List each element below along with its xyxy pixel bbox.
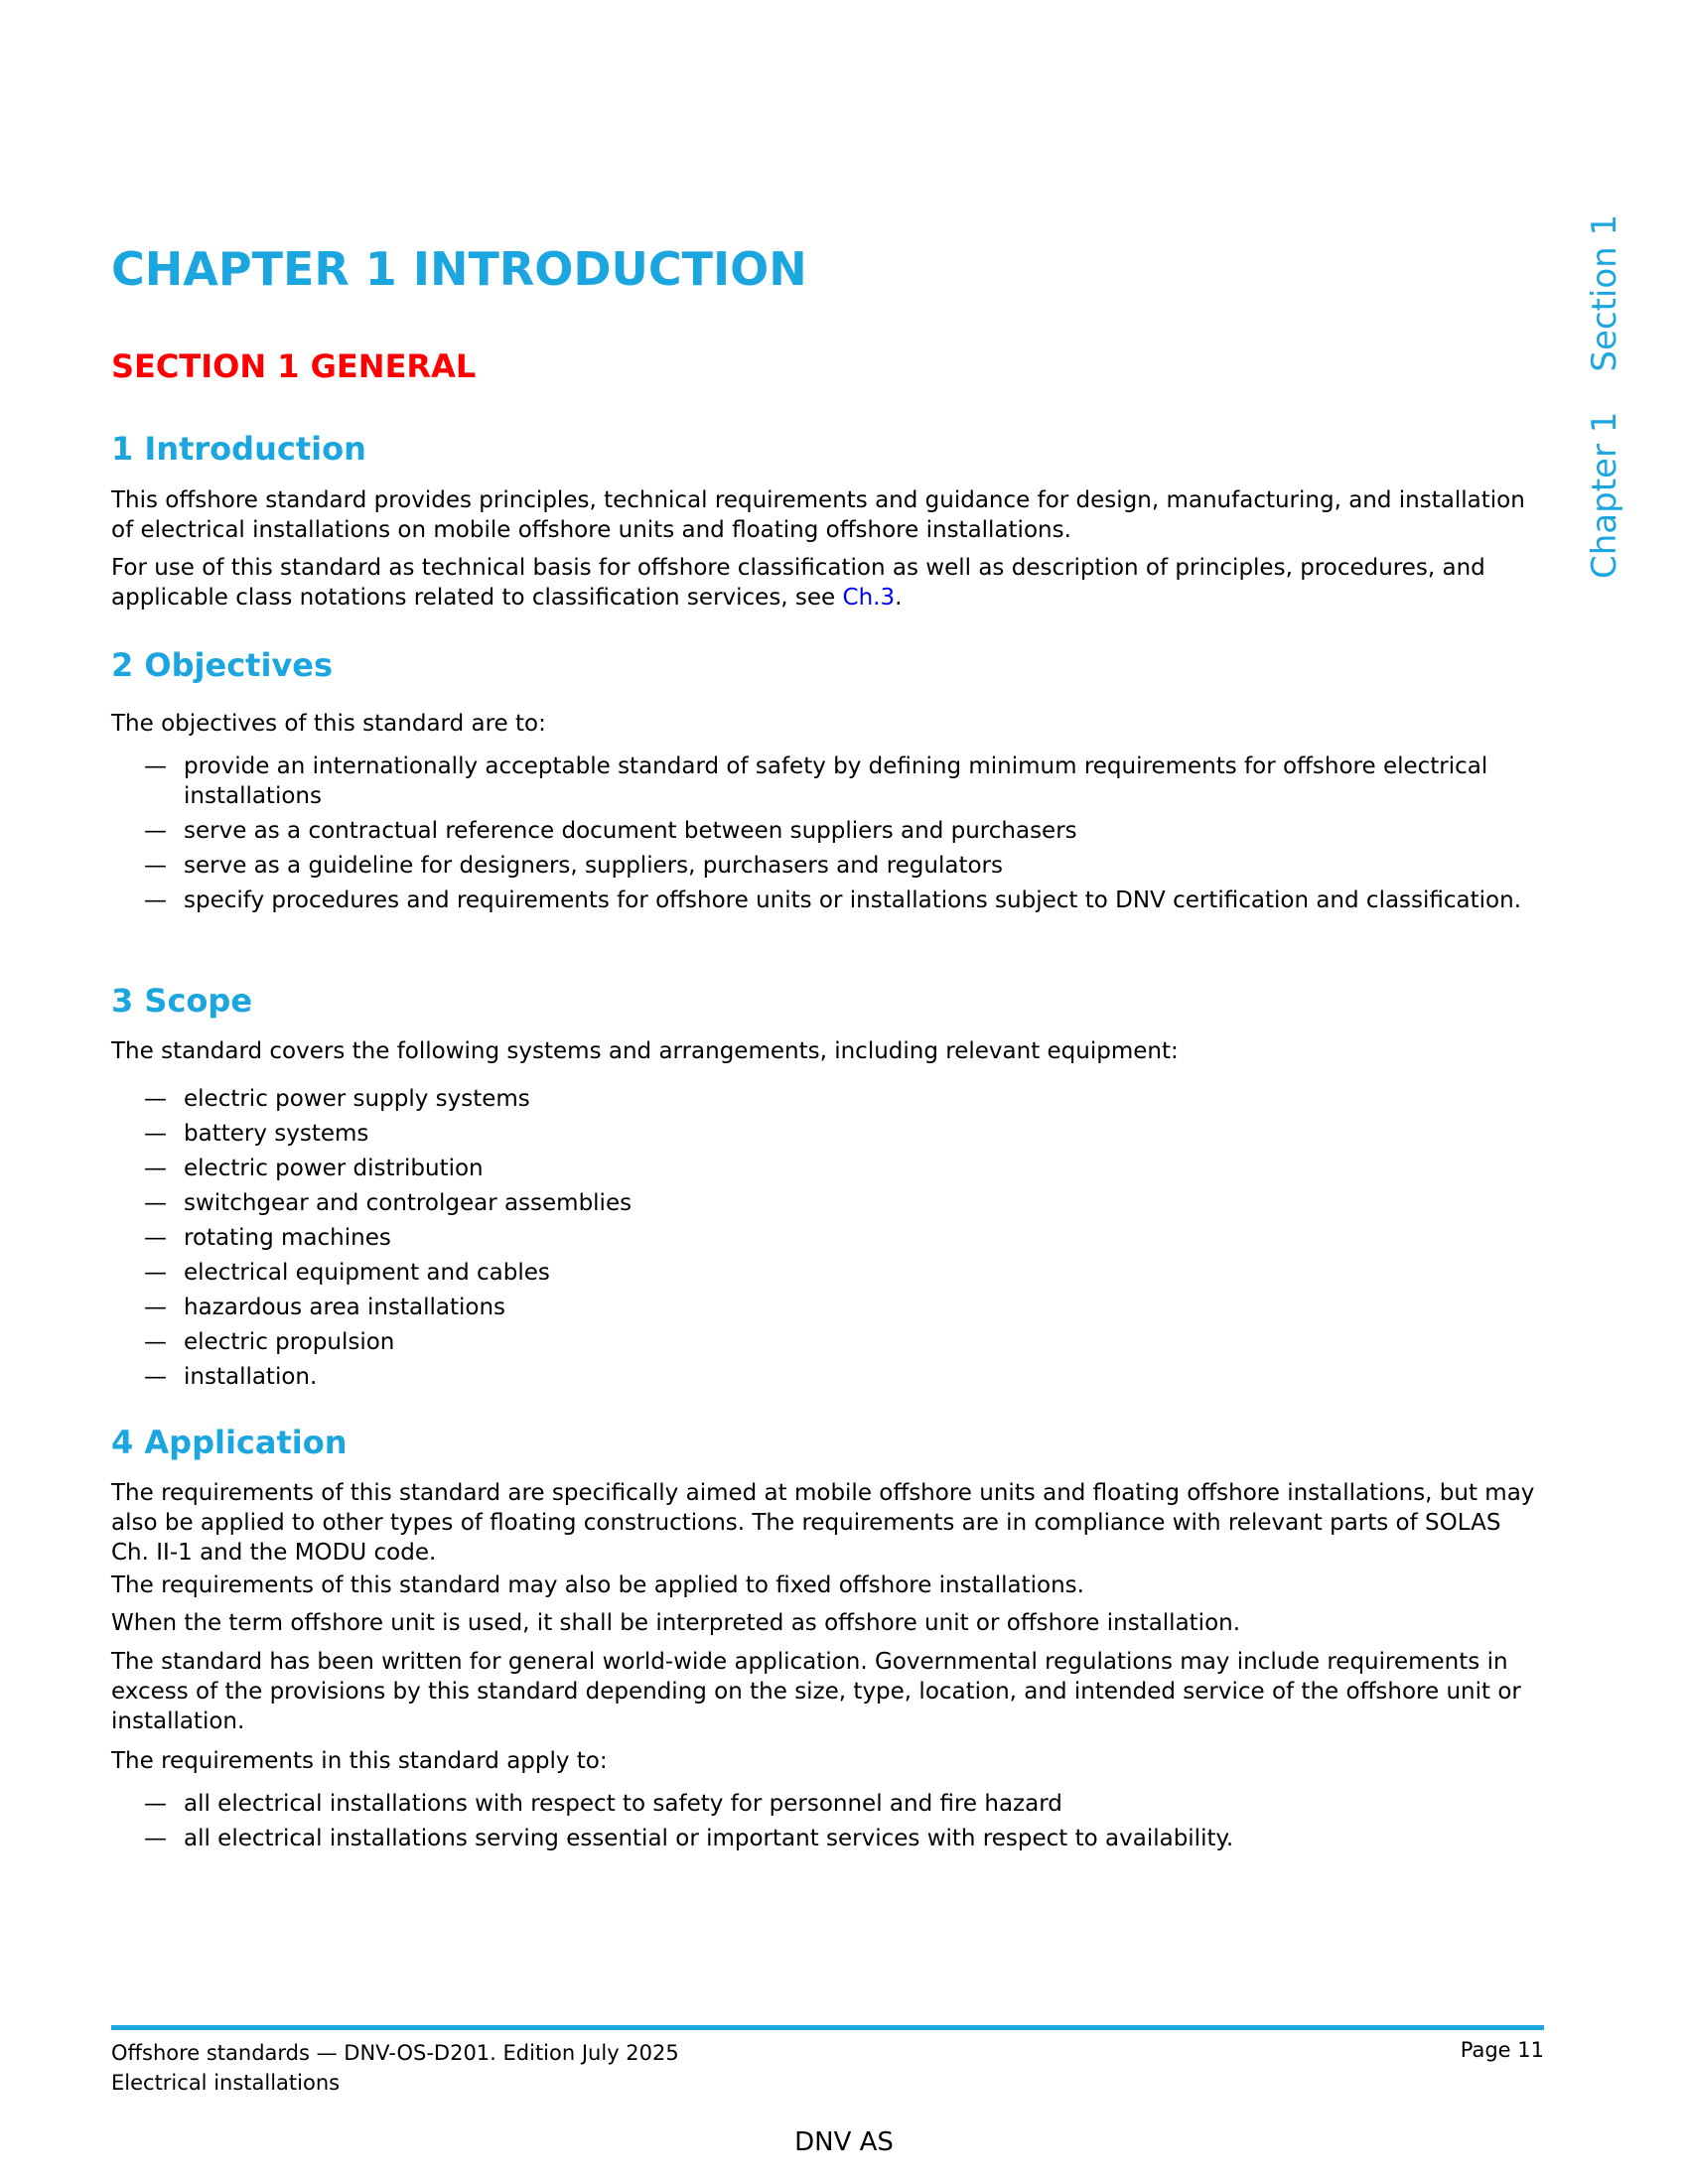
publisher-label: DNV AS bbox=[794, 2127, 894, 2157]
list-dash: — bbox=[144, 1190, 167, 1216]
list-item bbox=[111, 1258, 1544, 1288]
list-item-text: rotating machines bbox=[184, 1225, 391, 1251]
list-item bbox=[111, 886, 1544, 915]
page-number: Page 11 bbox=[1460, 2038, 1544, 2062]
list-item-text: electrical equipment and cables bbox=[184, 1260, 550, 1286]
paragraph: This offshore standard provides principles, technical requirements and guidance for design, manufacturing, and installation of electrical installations on mobile offshore units and floating offshore installations. bbox=[111, 487, 1525, 543]
list-item-text: hazardous area installations bbox=[184, 1295, 506, 1320]
list-item bbox=[111, 816, 1544, 846]
list-item bbox=[111, 851, 1544, 881]
list-item bbox=[111, 1327, 1544, 1357]
footer-line2: Electrical installations bbox=[111, 2071, 341, 2095]
list-dash: — bbox=[144, 1295, 167, 1320]
heading-application: 4 Application bbox=[111, 1424, 348, 1461]
sidebar-chapter-label: Chapter 1 bbox=[1585, 411, 1624, 579]
application-list bbox=[111, 1789, 1544, 1858]
paragraph: The standard covers the following systems and arrangements, including relevant equipment: bbox=[111, 1038, 1179, 1064]
paragraph: The objectives of this standard are to: bbox=[111, 711, 546, 737]
list-dash: — bbox=[144, 753, 167, 779]
list-item bbox=[111, 751, 1544, 811]
heading-introduction: 1 Introduction bbox=[111, 430, 366, 468]
list-item-text: electric propulsion bbox=[184, 1329, 395, 1355]
list-item-text: serve as a guideline for designers, suppliers, purchasers and regulators bbox=[184, 853, 1003, 879]
heading-objectives: 2 Objectives bbox=[111, 646, 334, 684]
paragraph bbox=[111, 553, 1544, 613]
list-item bbox=[111, 1223, 1544, 1253]
list-item bbox=[111, 1188, 1544, 1218]
list-dash: — bbox=[144, 818, 167, 844]
list-dash: — bbox=[144, 1260, 167, 1286]
sidebar-section-label: Section 1 bbox=[1585, 213, 1624, 372]
list-item-text: all electrical installations with respect to safety for personnel and fire hazard bbox=[184, 1791, 1062, 1817]
cross-reference-link[interactable]: Ch.3 bbox=[842, 585, 896, 611]
list-dash: — bbox=[144, 1364, 167, 1390]
list-item bbox=[111, 1119, 1544, 1149]
list-dash: — bbox=[144, 1329, 167, 1355]
objectives-list bbox=[111, 751, 1544, 920]
list-dash: — bbox=[144, 1086, 167, 1112]
list-item-text: all electrical installations serving essential or important services with respect to availability. bbox=[184, 1826, 1234, 1851]
paragraph: The requirements in this standard apply to: bbox=[111, 1748, 608, 1774]
list-dash: — bbox=[144, 853, 167, 879]
paragraph-text: For use of this standard as technical basis for offshore classification as well as description of principles, procedures, and applicable class notations related to classification services, see bbox=[111, 555, 1485, 611]
list-item bbox=[111, 1789, 1544, 1819]
list-item-text: switchgear and controlgear assemblies bbox=[184, 1190, 633, 1216]
list-item-text: electric power supply systems bbox=[184, 1086, 530, 1112]
list-item bbox=[111, 1154, 1544, 1183]
footer-line1: Offshore standards — DNV-OS-D201. Edition July 2025 bbox=[111, 2041, 679, 2065]
heading-scope: 3 Scope bbox=[111, 982, 253, 1020]
list-item-text: specify procedures and requirements for offshore units or installations subject to DNV certification and classification. bbox=[184, 887, 1522, 913]
list-dash: — bbox=[144, 1121, 167, 1147]
footer-rule bbox=[111, 2025, 1544, 2030]
list-dash: — bbox=[144, 1225, 167, 1251]
sidebar-vertical-label bbox=[1585, 214, 1624, 579]
list-item bbox=[111, 1293, 1544, 1322]
list-item-text: electric power distribution bbox=[184, 1156, 484, 1181]
chapter-heading: CHAPTER 1 INTRODUCTION bbox=[111, 242, 807, 296]
paragraph-text: . bbox=[895, 585, 903, 611]
list-dash: — bbox=[144, 1826, 167, 1851]
paragraph: The standard has been written for general world-wide application. Governmental regulations may include requirements in excess of the provisions by this standard depending on the size, type, location, and intended service of the offshore unit or installation. bbox=[111, 1649, 1521, 1734]
scope-list bbox=[111, 1084, 1544, 1397]
list-item-text: serve as a contractual reference document between suppliers and purchasers bbox=[184, 818, 1077, 844]
list-item-text: provide an internationally acceptable standard of safety by defining minimum requirements for offshore electrical installations bbox=[184, 753, 1488, 809]
paragraph: The requirements of this standard are specifically aimed at mobile offshore units and floating offshore installations, but may also be applied to other types of floating constructions. The requirements are in compliance with relevant parts of SOLAS Ch. II-1 and the MODU code. bbox=[111, 1480, 1535, 1566]
list-item bbox=[111, 1824, 1544, 1853]
section-heading: SECTION 1 GENERAL bbox=[111, 347, 477, 385]
list-item-text: battery systems bbox=[184, 1121, 369, 1147]
list-dash: — bbox=[144, 1791, 167, 1817]
list-item bbox=[111, 1084, 1544, 1114]
list-dash: — bbox=[144, 1156, 167, 1181]
list-item-text: installation. bbox=[184, 1364, 318, 1390]
list-dash: — bbox=[144, 887, 167, 913]
paragraph: The requirements of this standard may also be applied to fixed offshore installations. bbox=[111, 1572, 1084, 1598]
list-item bbox=[111, 1362, 1544, 1392]
paragraph: When the term offshore unit is used, it shall be interpreted as offshore unit or offshore installation. bbox=[111, 1610, 1241, 1636]
